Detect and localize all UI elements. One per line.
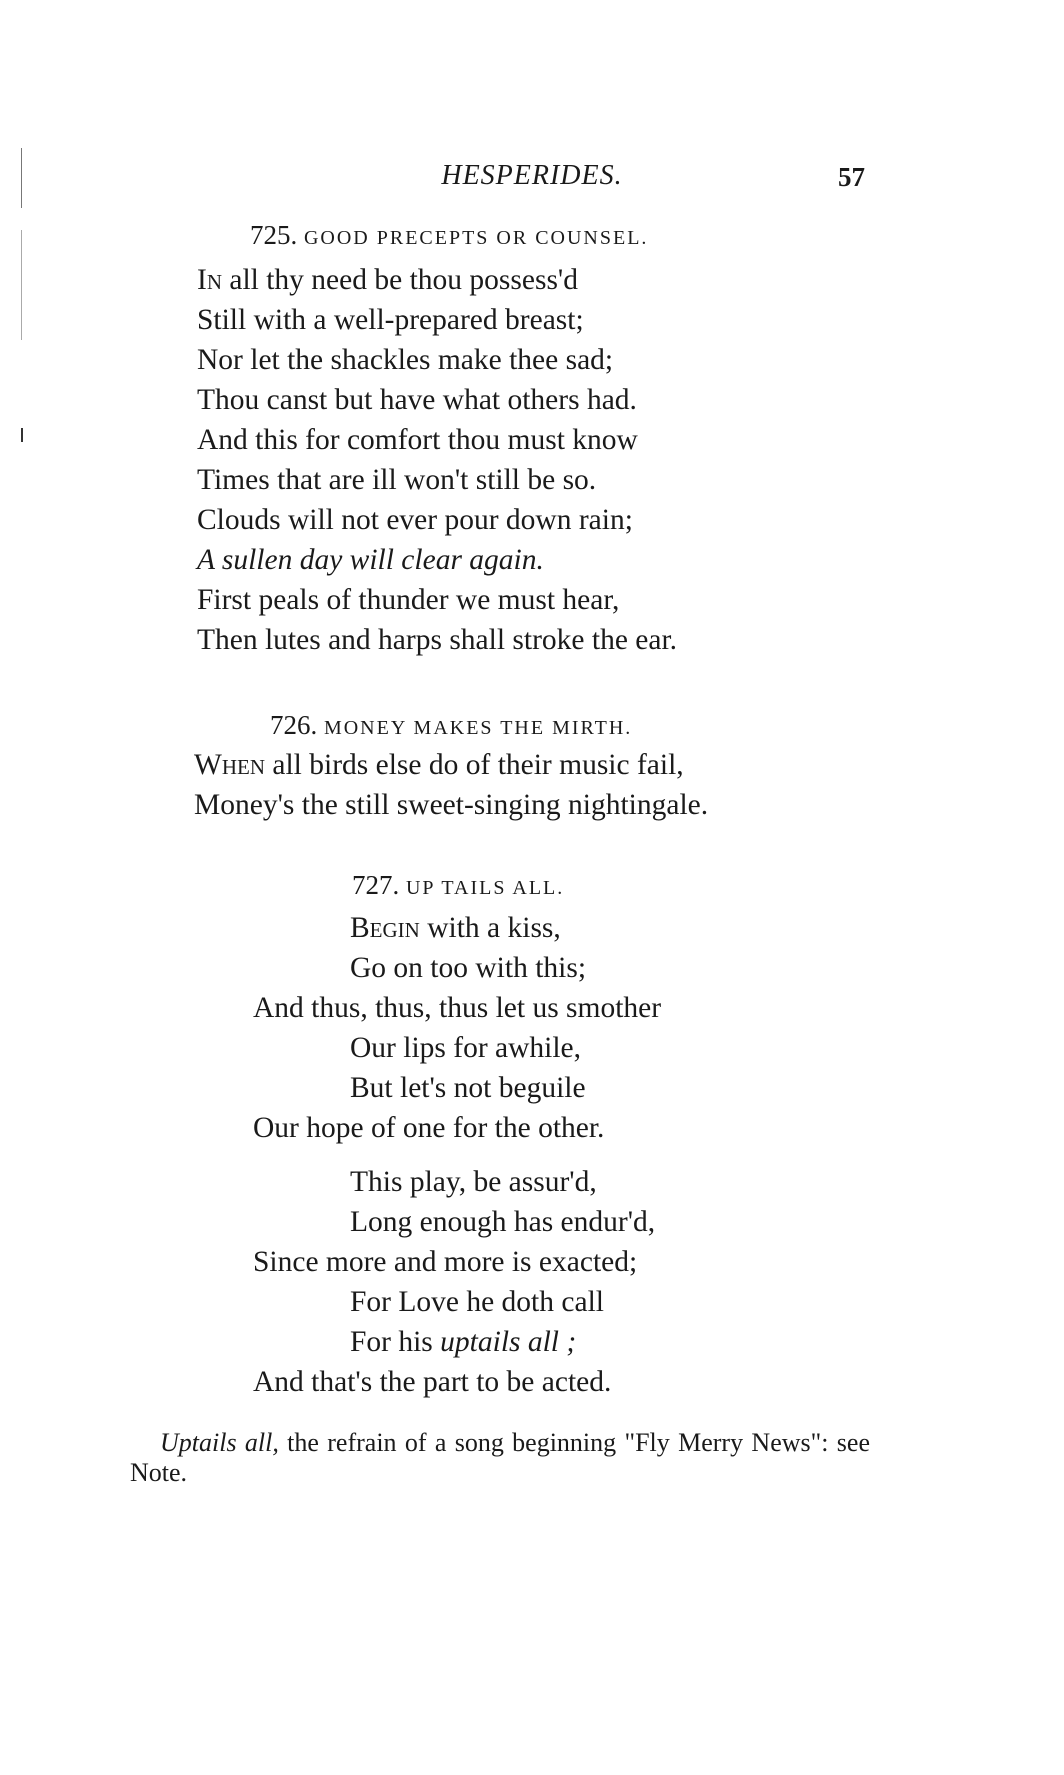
poem-line: Nor let the shackles make thee sad; — [197, 344, 614, 376]
footnote-text: the refrain of a song beginning "Fly Merry News": see Note. — [130, 1428, 870, 1487]
poem-number: 726. — [270, 710, 318, 740]
poem-title-726 — [270, 710, 632, 741]
poem-line: In all thy need be thou possess'd — [197, 264, 578, 296]
poem-line: And this for comfort thou must know — [197, 424, 638, 456]
poem-725-lines — [197, 260, 677, 660]
poem-title-text: GOOD PRECEPTS OR COUNSEL. — [303, 227, 649, 249]
poem-line: For his uptails all ; — [350, 1326, 577, 1358]
poem-title-727 — [352, 870, 564, 901]
running-head: HESPERIDES. — [441, 160, 623, 191]
poem-line: And that's the part to be acted. — [253, 1366, 612, 1398]
poem-line: And thus, thus, thus let us smother — [253, 992, 662, 1024]
poem-number: 725. — [250, 220, 298, 250]
poem-title-text: UP TAILS ALL. — [405, 877, 565, 899]
poem-line: This play, be assur'd, — [350, 1166, 597, 1198]
poem-line: But let's not beguile — [350, 1072, 586, 1104]
poem-line-italic: A sullen day will clear again. — [197, 544, 544, 576]
poem-line: For Love he doth call — [350, 1286, 604, 1318]
poem-line: Begin with a kiss, — [350, 912, 561, 944]
poem-line: Our hope of one for the other. — [253, 1112, 605, 1144]
footnote-italic: Uptails all, — [160, 1428, 279, 1457]
poem-line: Then lutes and harps shall stroke the ear. — [197, 624, 678, 656]
poem-title-725 — [250, 220, 648, 251]
poem-727-stanza-2 — [253, 1162, 655, 1402]
page-number: 57 — [838, 162, 865, 192]
poem-line: Times that are ill won't still be so. — [197, 464, 597, 496]
poem-line: Our lips for awhile, — [350, 1032, 582, 1064]
scan-speck — [21, 428, 23, 442]
poem-line: When all birds else do of their music fail, — [194, 749, 684, 781]
poem-number: 727. — [352, 870, 400, 900]
poem-726-lines — [194, 745, 708, 825]
poem-line: Clouds will not ever pour down rain; — [197, 504, 633, 536]
poem-line: First peals of thunder we must hear, — [197, 584, 620, 616]
poem-title-text: MONEY MAKES THE MIRTH. — [323, 717, 633, 739]
footnote — [130, 1428, 870, 1488]
poem-line: Money's the still sweet-singing nightingale. — [194, 789, 709, 821]
scan-speck — [21, 230, 22, 340]
poem-line: Go on too with this; — [350, 952, 587, 984]
poem-line: Since more and more is exacted; — [253, 1246, 638, 1278]
poem-727-stanza-1 — [253, 908, 661, 1148]
poem-line: Long enough has endur'd, — [350, 1206, 656, 1238]
poem-line: Still with a well-prepared breast; — [197, 304, 584, 336]
poem-line: Thou canst but have what others had. — [197, 384, 637, 416]
